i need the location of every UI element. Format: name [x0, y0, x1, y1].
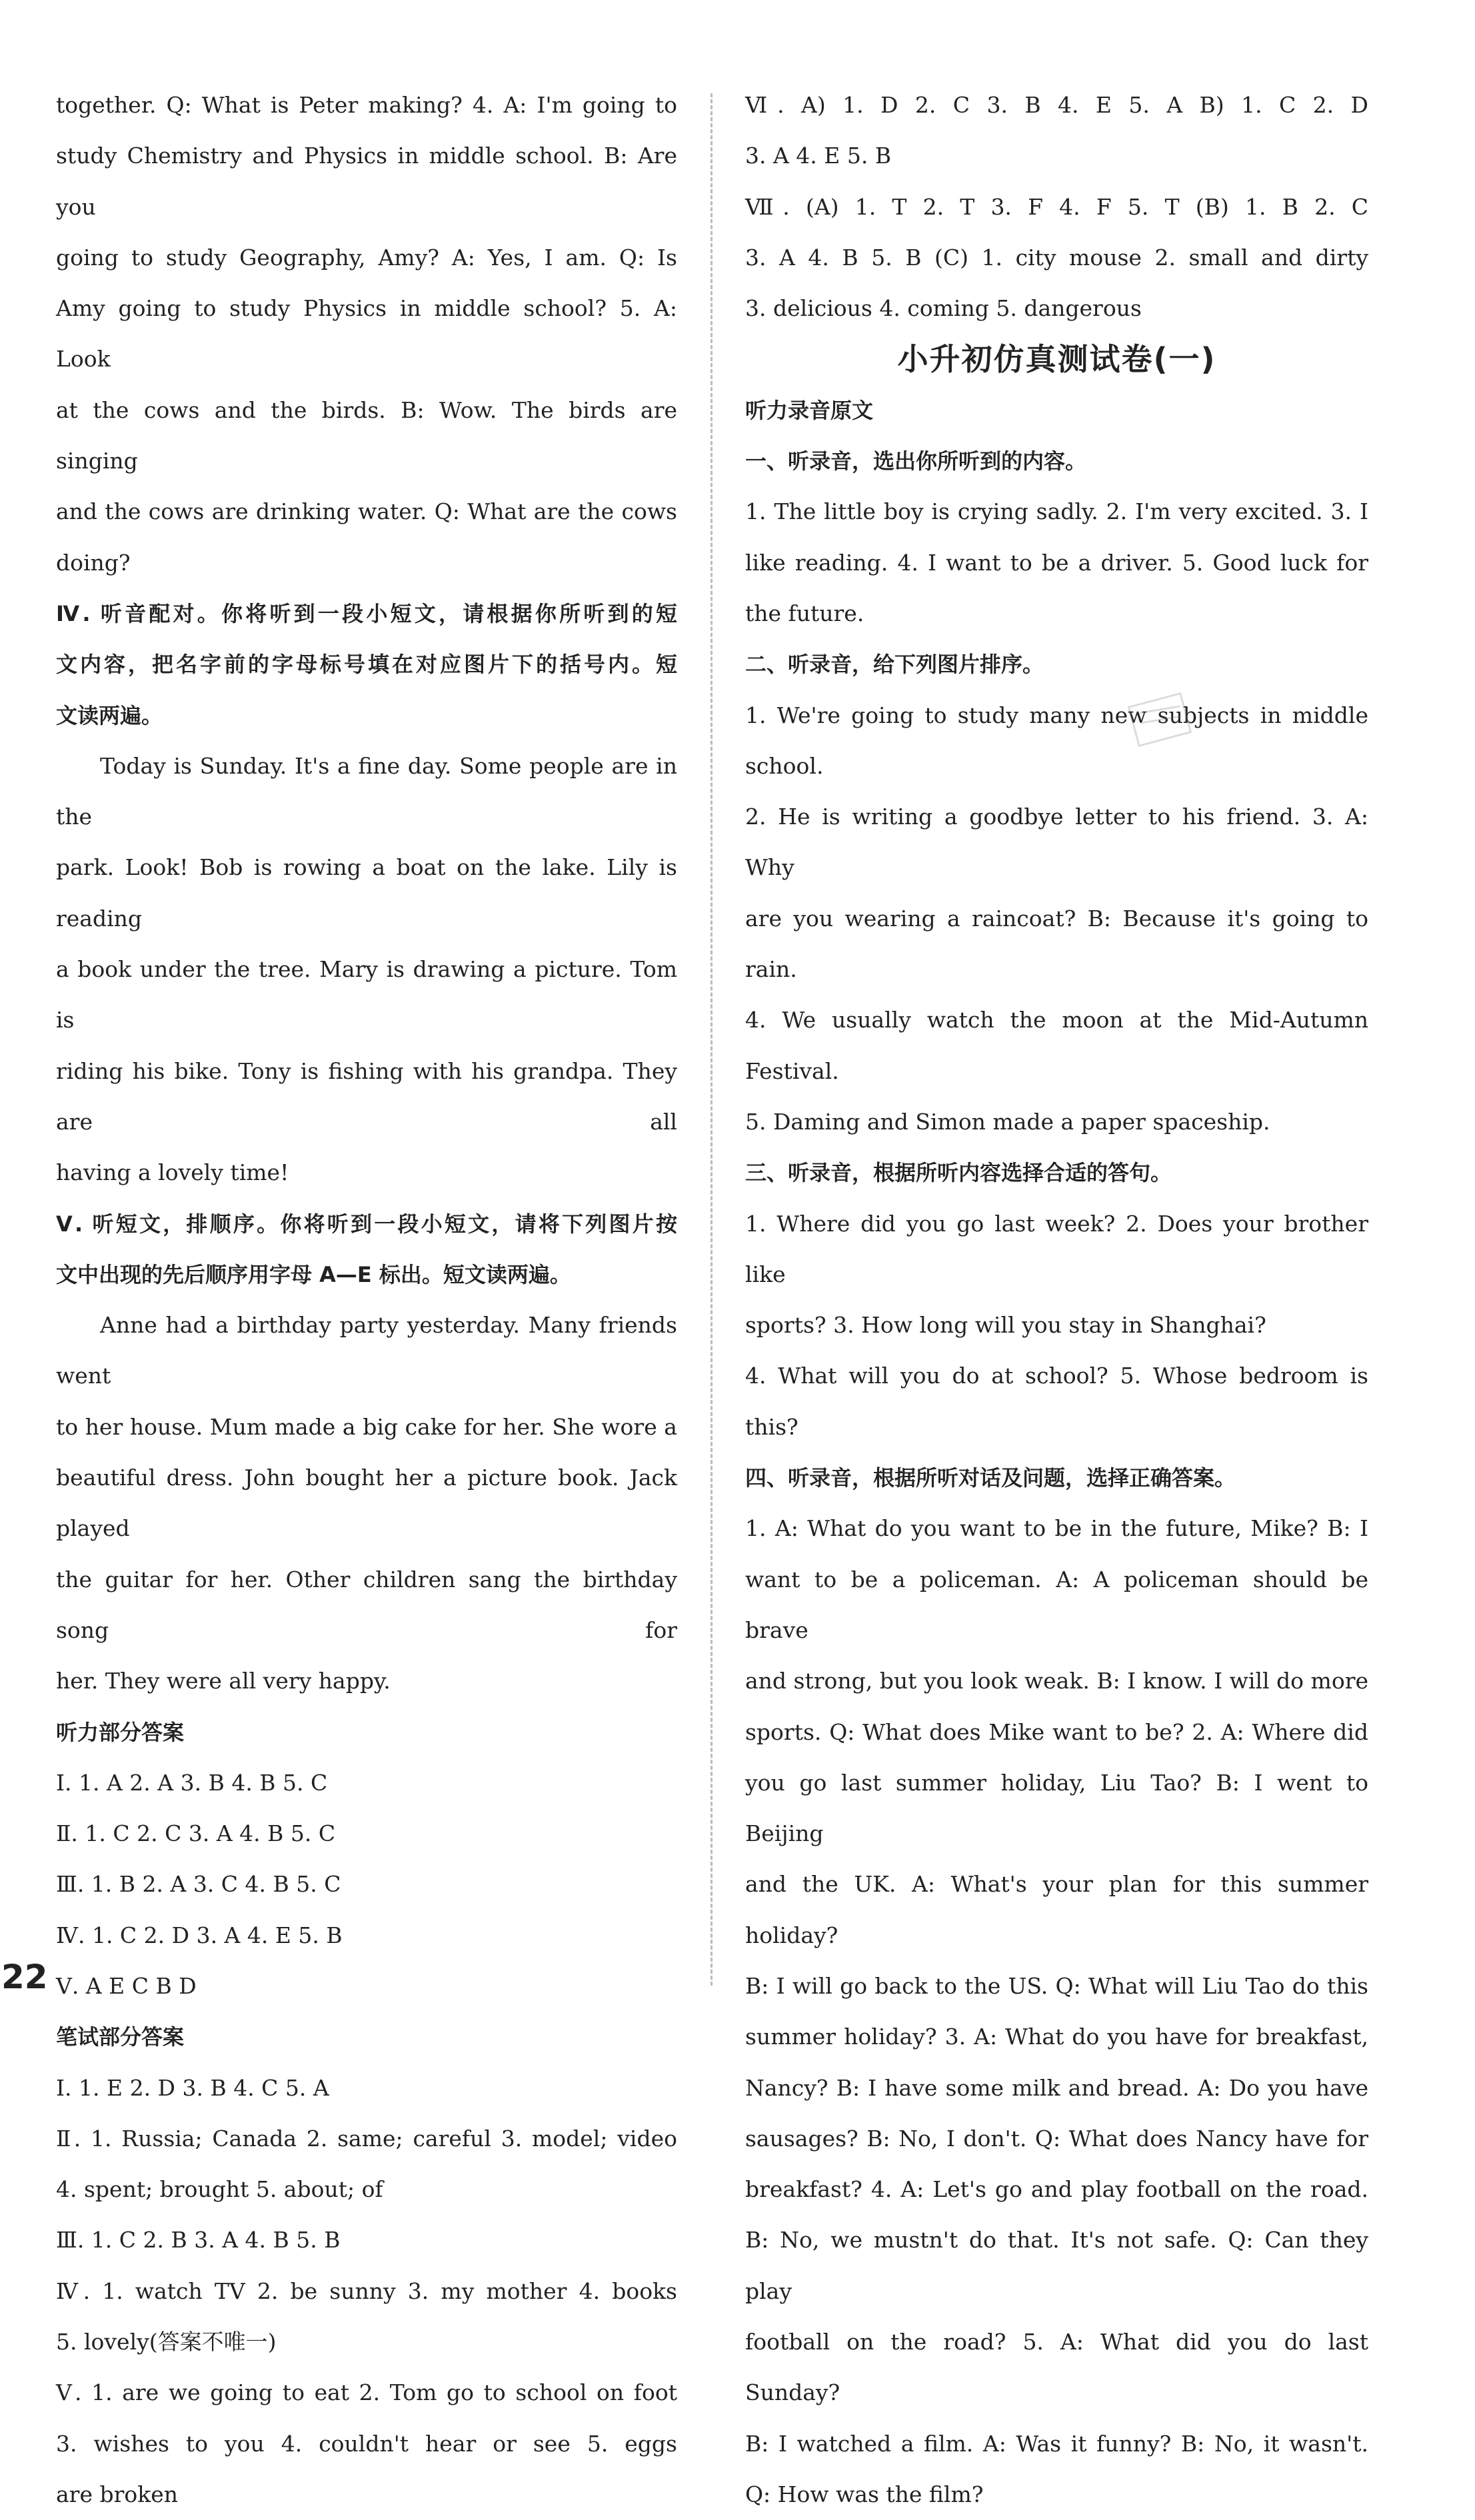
text-line: and strong, but you look weak. B: I know. I will do more	[745, 1668, 1369, 1694]
text-line: Amy going to study Physics in middle school? 5. A: Look	[56, 295, 677, 372]
text-line: football on the road? 5. A: What did you do last Sunday?	[745, 2329, 1368, 2406]
text-line: want to be a policeman. A: A policeman should be brave	[745, 1566, 1368, 1643]
text-line: 4. We usually watch the moon at the Mid-Autumn Festival.	[745, 1007, 1368, 1084]
text-line: a book under the tree. Mary is drawing a picture. Tom is	[56, 956, 677, 1033]
text-line: 3. A 4. E 5. B	[745, 143, 892, 169]
section-heading: Ⅴ. 听短文，排顺序。你将听到一段小短文，请将下列图片按	[56, 1211, 677, 1237]
section-heading: 听力录音原文	[745, 397, 874, 423]
text-line: 4. What will you do at school? 5. Whose bedroom is this?	[745, 1363, 1368, 1440]
text-line: B: I will go back to the US. Q: What will Liu Tao do this	[745, 1972, 1368, 1999]
text-line: Q: How was the film?	[745, 2481, 984, 2507]
text-line: Ⅴ. A E C B D	[56, 1972, 197, 1999]
text-line: the guitar for her. Other children sang the birthday song for	[56, 1566, 677, 1643]
section-heading: 文读两遍。	[56, 702, 163, 728]
text-line: 1. Where did you go last week? 2. Does your brother like	[745, 1210, 1368, 1287]
text-line: Today is Sunday. It's a fine day. Some people are in the	[56, 752, 677, 830]
text-line: Nancy? B: I have some milk and bread. A: Do you have	[745, 2074, 1368, 2101]
section-heading: 三、听录音，根据所听内容选择合适的答句。	[745, 1160, 1172, 1186]
text-line: 4. spent; brought 5. about; of	[56, 2176, 383, 2203]
text-line: Ⅳ. 1. C 2. D 3. A 4. E 5. B	[56, 1922, 343, 1948]
text-line: summer holiday? 3. A: What do you have for breakfast,	[745, 2024, 1368, 2050]
text-line: B: I watched a film. A: Was it funny? B: No, it wasn't.	[745, 2430, 1368, 2457]
text-line: to her house. Mum made a big cake for her. She wore a	[56, 1413, 677, 1440]
text-line: and the cows are drinking water. Q: What are the cows	[56, 498, 677, 525]
text-line: having a lovely time!	[56, 1159, 289, 1186]
text-line: doing?	[56, 549, 131, 576]
text-line: together. Q: What is Peter making? 4. A: I'm going to	[56, 92, 677, 118]
text-line: 3. delicious 4. coming 5. dangerous	[745, 295, 1142, 322]
text-line: 3. A 4. B 5. B (C) 1. city mouse 2. small and dirty	[745, 244, 1368, 271]
text-line: 1. We're going to study many new subjects in middle school.	[745, 702, 1368, 779]
right-column	[745, 80, 1368, 2520]
text-line: Ⅳ. 1. watch TV 2. be sunny 3. my mother 4. books	[56, 2277, 677, 2304]
text-line: Ⅰ. 1. E 2. D 3. B 4. C 5. A	[56, 2074, 329, 2101]
section-heading: 听力部分答案	[56, 1719, 185, 1745]
section-heading: 四、听录音，根据所听对话及问题，选择正确答案。	[745, 1465, 1236, 1491]
text-line: her. They were all very happy.	[56, 1668, 391, 1694]
text-line: riding his bike. Tony is fishing with his grandpa. They are all	[56, 1057, 677, 1135]
column-divider	[711, 93, 713, 1986]
section-heading: 文中出现的先后顺序用字母 A—E 标出。短文读两遍。	[56, 1261, 571, 1287]
text-line: Ⅲ. 1. C 2. B 3. A 4. B 5. B	[56, 2227, 341, 2253]
text-line: Anne had a birthday party yesterday. Many friends went	[56, 1312, 677, 1389]
text-line: B: No, we mustn't do that. It's not safe. Q: Can they play	[745, 2227, 1368, 2304]
text-line: Ⅱ. 1. Russia; Canada 2. same; careful 3. model; video	[56, 2125, 677, 2152]
text-line: beautiful dress. John bought her a picture book. Jack played	[56, 1465, 677, 1542]
text-line: 1. The little boy is crying sadly. 2. I'm very excited. 3. I	[745, 498, 1368, 525]
section-heading: 笔试部分答案	[56, 2024, 185, 2050]
page-number: 22	[1, 1958, 48, 1996]
text-line: 3. wishes to you 4. couldn't hear or see 5. eggs	[56, 2430, 677, 2457]
left-column	[56, 80, 677, 2520]
section-heading: 一、听录音，选出你所听到的内容。	[745, 448, 1087, 474]
section-heading: 文内容，把名字前的字母标号填在对应图片下的括号内。短	[56, 652, 677, 678]
text-line: Ⅵ. A) 1. D 2. C 3. B 4. E 5. A B) 1. C 2. D	[745, 92, 1368, 118]
section-title: 小升初仿真测试卷(一)	[897, 341, 1216, 378]
text-line: study Chemistry and Physics in middle school. B: Are you	[56, 143, 677, 220]
text-line: park. Look! Bob is rowing a boat on the lake. Lily is reading	[56, 854, 677, 932]
text-line: like reading. 4. I want to be a driver. 5. Good luck for	[745, 549, 1368, 576]
text-line: the future.	[745, 600, 864, 626]
text-line: going to study Geography, Amy? A: Yes, I am. Q: Is	[56, 244, 677, 271]
text-line: 5. lovely(答案不唯一)	[56, 2329, 277, 2355]
section-heading: Ⅳ. 听音配对。你将听到一段小短文，请根据你所听到的短	[56, 600, 677, 626]
text-line: 1. A: What do you want to be in the future, Mike? B: I	[745, 1515, 1368, 1542]
text-line: are broken	[56, 2481, 179, 2507]
section-heading: 二、听录音，给下列图片排序。	[745, 652, 1044, 678]
text-line: are you wearing a raincoat? B: Because it's going to rain.	[745, 905, 1368, 983]
text-line: Ⅰ. 1. A 2. A 3. B 4. B 5. C	[56, 1769, 328, 1796]
text-line: Ⅶ. (A) 1. T 2. T 3. F 4. F 5. T (B) 1. B 2. C	[745, 193, 1368, 220]
text-line: Ⅱ. 1. C 2. C 3. A 4. B 5. C	[56, 1820, 336, 1847]
text-line: 5. Daming and Simon made a paper spaceship.	[745, 1108, 1270, 1135]
watermark-stamp	[1120, 686, 1200, 753]
text-line: and the UK. A: What's your plan for this summer holiday?	[745, 1871, 1368, 1948]
text-line: you go last summer holiday, Liu Tao? B: I went to Beijing	[745, 1769, 1368, 1847]
text-line: 2. He is writing a goodbye letter to his friend. 3. A: Why	[745, 804, 1368, 881]
text-line: sports. Q: What does Mike want to be? 2. A: Where did	[745, 1718, 1368, 1745]
text-line: at the cows and the birds. B: Wow. The birds are singing	[56, 396, 677, 474]
text-line: Ⅲ. 1. B 2. A 3. C 4. B 5. C	[56, 1871, 341, 1898]
text-line: Ⅴ. 1. are we going to eat 2. Tom go to school on foot	[56, 2379, 677, 2406]
text-line: sausages? B: No, I don't. Q: What does Nancy have for	[745, 2125, 1368, 2152]
text-line: breakfast? 4. A: Let's go and play football on the road.	[745, 2176, 1368, 2203]
text-line: sports? 3. How long will you stay in Shanghai?	[745, 1312, 1266, 1339]
